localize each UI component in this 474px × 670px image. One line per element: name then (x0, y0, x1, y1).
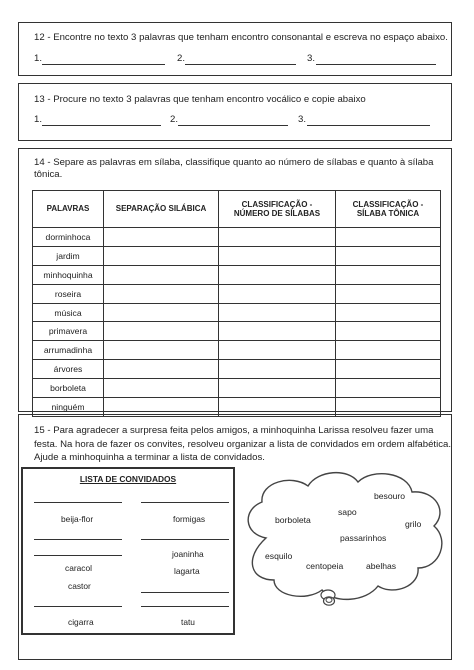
q12-blank-label-3: 3. (307, 53, 316, 64)
stress-class-cell[interactable] (336, 228, 441, 247)
syllable-table (32, 190, 441, 417)
q12-blank-label-2: 2. (177, 53, 186, 64)
syllable-table-header-row (33, 191, 441, 228)
guest-list-blank-line[interactable] (141, 502, 229, 503)
guest-name: cigarra (68, 617, 94, 627)
question-14-text-line1: 14 - Separe as palavras em sílaba, classifique quanto ao número de sílabas e quanto à sílaba (34, 157, 434, 168)
q12-answer-line-3[interactable] (316, 64, 436, 65)
separation-cell[interactable] (104, 265, 219, 284)
table-row (33, 265, 441, 284)
cloud-word: sapo (338, 507, 357, 517)
count-class-cell[interactable] (219, 303, 336, 322)
guest-list-blank-line[interactable] (141, 606, 229, 607)
count-class-cell[interactable] (219, 341, 336, 360)
header-palavras: PALAVRAS (33, 191, 104, 228)
guest-list-blank-line[interactable] (34, 606, 122, 607)
q13-blank-label-3: 3. (298, 114, 307, 125)
guest-list-blank-line[interactable] (34, 502, 122, 503)
cloud-word: grilo (405, 519, 422, 529)
separation-cell[interactable] (104, 379, 219, 398)
count-class-cell[interactable] (219, 379, 336, 398)
word-cell: roseira (33, 284, 104, 303)
stress-class-cell[interactable] (336, 265, 441, 284)
stress-class-cell[interactable] (336, 341, 441, 360)
word-cell: música (33, 303, 104, 322)
question-14-text-line2: tônica. (34, 169, 63, 180)
guest-name: joaninha (172, 549, 204, 559)
word-cell: jardim (33, 246, 104, 265)
count-class-cell[interactable] (219, 322, 336, 341)
table-row (33, 379, 441, 398)
guest-list-blank-line[interactable] (34, 539, 122, 540)
guest-name: beija-flor (61, 514, 94, 524)
stress-class-cell[interactable] (336, 284, 441, 303)
word-cell: dorminhoca (33, 228, 104, 247)
question-15-text-line3: Ajude a minhoquinha a terminar a lista de convidados. (34, 452, 265, 463)
q12-blank-label-1: 1. (34, 53, 43, 64)
table-row (33, 341, 441, 360)
separation-cell[interactable] (104, 246, 219, 265)
table-row (33, 303, 441, 322)
guest-list-title: LISTA DE CONVIDADOS (79, 474, 177, 484)
q13-blank-label-1: 1. (34, 114, 43, 125)
cloud-word: esquilo (265, 551, 293, 561)
thought-cloud (236, 468, 452, 618)
q13-answer-line-3[interactable] (307, 125, 430, 126)
stress-class-cell[interactable] (336, 379, 441, 398)
question-15-text-line1: 15 - Para agradecer a surpresa feita pelos amigos, a minhoquinha Larissa resolveu fazer uma (34, 425, 434, 436)
separation-cell[interactable] (104, 341, 219, 360)
count-class-cell[interactable] (219, 360, 336, 379)
table-row (33, 246, 441, 265)
cloud-word: borboleta (275, 515, 311, 525)
table-row (33, 228, 441, 247)
separation-cell[interactable] (104, 284, 219, 303)
guest-name: tatu (181, 617, 195, 627)
cloud-word: passarinhos (340, 533, 387, 543)
separation-cell[interactable] (104, 360, 219, 379)
cloud-word: centopeia (306, 561, 344, 571)
guest-name: caracol (65, 563, 92, 573)
table-row (33, 360, 441, 379)
word-cell: árvores (33, 360, 104, 379)
guest-list-blank-line[interactable] (34, 555, 122, 556)
stress-class-cell[interactable] (336, 303, 441, 322)
count-class-cell[interactable] (219, 265, 336, 284)
q12-answer-line-2[interactable] (185, 64, 296, 65)
word-cell: arrumadinha (33, 341, 104, 360)
stress-class-cell[interactable] (336, 246, 441, 265)
q13-answer-line-2[interactable] (178, 125, 288, 126)
word-cell: ninguém (33, 398, 104, 417)
stress-class-cell[interactable] (336, 322, 441, 341)
word-cell: minhoquinha (33, 265, 104, 284)
guest-name: lagarta (174, 566, 200, 576)
count-class-cell[interactable] (219, 284, 336, 303)
word-cell: primavera (33, 322, 104, 341)
q13-answer-line-1[interactable] (42, 125, 161, 126)
count-class-cell[interactable] (219, 246, 336, 265)
word-cell: borboleta (33, 379, 104, 398)
header-numero-de-silabas: CLASSIFICAÇÃO - NÚMERO DE SÍLABAS (219, 191, 336, 228)
cloud-word: besouro (374, 491, 406, 501)
separation-cell[interactable] (104, 228, 219, 247)
stress-class-cell[interactable] (336, 360, 441, 379)
guest-list-blank-line[interactable] (141, 592, 229, 593)
guest-name: castor (68, 581, 91, 591)
q13-blank-label-2: 2. (170, 114, 179, 125)
table-row (33, 322, 441, 341)
question-15-text-line2: festa. Na hora de fazer os convites, resolveu organizar a lista de convidados em ordem alfabética. (34, 439, 452, 450)
q12-answer-line-1[interactable] (42, 64, 165, 65)
separation-cell[interactable] (104, 303, 219, 322)
question-13-text: 13 - Procure no texto 3 palavras que tenham encontro vocálico e copie abaixo (34, 94, 366, 105)
cloud-word: abelhas (366, 561, 397, 571)
guest-list-blank-line[interactable] (141, 539, 229, 540)
question-13-box (18, 83, 452, 141)
guest-name: formigas (173, 514, 206, 524)
header-separacao-silabica: SEPARAÇÃO SILÁBICA (104, 191, 219, 228)
guest-list-box (21, 467, 235, 635)
table-row (33, 284, 441, 303)
header-silaba-tonica: CLASSIFICAÇÃO - SÍLABA TÔNICA (336, 191, 441, 228)
question-12-text: 12 - Encontre no texto 3 palavras que tenham encontro consonantal e escreva no espaço abaixo. (34, 32, 448, 43)
count-class-cell[interactable] (219, 228, 336, 247)
separation-cell[interactable] (104, 322, 219, 341)
